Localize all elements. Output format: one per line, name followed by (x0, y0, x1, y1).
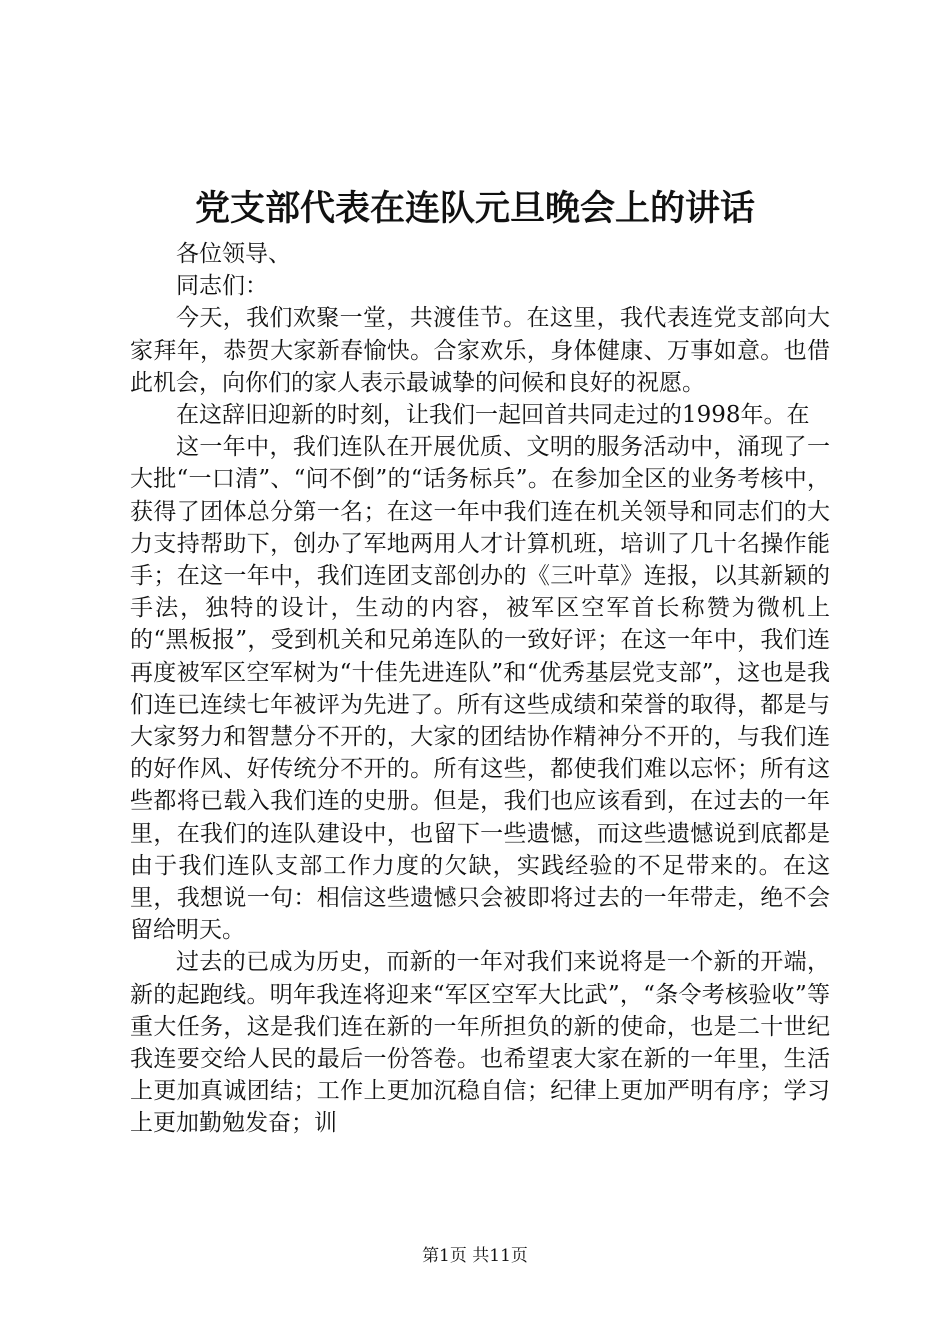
salutation-leaders: 各位领导、 (176, 241, 291, 267)
document-title: 党支部代表在连队元旦晚会上的讲话 (194, 188, 755, 229)
paragraph: 在这辞旧迎新的时刻，让我们一起回首共同走过的1998年。在 (176, 402, 810, 429)
paragraph: 今天，我们欢聚一堂，共渡佳节。在这里，我代表连党支部向大家拜年，恭贺大家新春愉快。合家欢乐，身体健康、万事如意。也借此机会，向你们的家人表示最诚挚的问候和良好的祝愿。 (130, 305, 830, 396)
salutation-comrades: 同志们： (176, 273, 268, 300)
paragraph: 过去的已成为历史，而新的一年对我们来说将是一个新的开端，新的起跑线。明年我连将迎来“军区空军大比武”，“条令考核验收”等重大任务，这是我们连在新的一年所担负的新的使命，也是二十世纪我连要交给人民的最后一份答卷。也希望衷大家在新的一年里，生活上更加真诚团结；工作上更加沉稳自信；纪律上更加严明有序；学习上更加勤勉发奋；训 (130, 949, 830, 1137)
paragraph: 这一年中，我们连队在开展优质、文明的服务活动中，涌现了一大批“一口清”、“问不倒”的“话务标兵”。在参加全区的业务考核中，获得了团体总分第一名；在这一年中我们连在机关领导和同志们的大力支持帮助下，创办了军地两用人才计算机班，培训了几十名操作能手；在这一年中，我们连团支部创办的《三叶草》连报，以其新颖的手法，独特的设计，生动的内容，被军区空军首长称赞为微机上的“黑板报”，受到机关和兄弟连队的一致好评；在这一年中，我们连再度被军区空军树为“十佳先进连队”和“优秀基层党支部”，这也是我们连已连续七年被评为先进了。所有这些成绩和荣誉的取得，都是与大家努力和智慧分不开的，大家的团结协作精神分不开的，与我们连的好作风、好传统分不开的。所有这些，都使我们难以忘怀；所有这些都将已载入我们连的史册。但是，我们也应该看到，在过去的一年里，在我们的连队建设中，也留下一些遗憾，而这些遗憾说到底都是由于我们连队支部工作力度的欠缺，实践经验的不足带来的。在这里，我想说一句：相信这些遗憾只会被即将过去的一年带走，绝不会留给明天。 (130, 434, 830, 944)
page-number-footer: 第1页 共11页 (422, 1246, 528, 1266)
document-body (130, 238, 830, 1140)
